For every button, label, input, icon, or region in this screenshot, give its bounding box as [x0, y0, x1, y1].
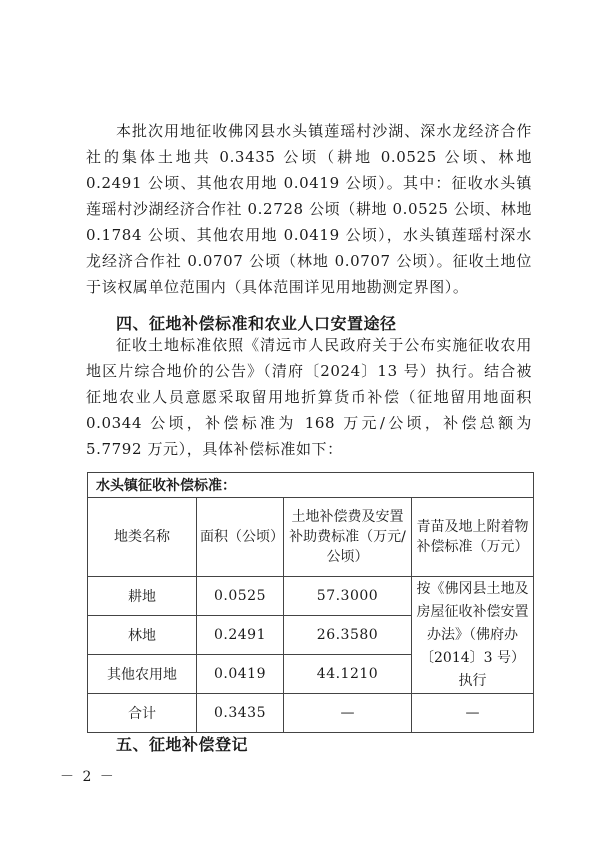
- crops-compensation-note: 按《佛冈县土地及房屋征收补偿安置办法》（佛府办〔2014〕3 号）执行: [412, 577, 534, 694]
- section-5-heading: 五、征地补偿登记: [116, 735, 249, 754]
- header-crops-compensation: 青苗及地上附着物补偿标准（万元）: [412, 498, 534, 577]
- compensation-basis-paragraph: 征收土地标准依照《清远市人民政府关于公布实施征收农用地区片综合地价的公告》（清府〔2024〕13 号）执行。结合被征地农业人员意愿采取留用地折算货币补偿（征地留用地面积 0.0344 公顷，补偿标准为 168 万元/公顷，补偿总额为 5.7792 万元），具体补偿标准如下：: [86, 336, 532, 458]
- table-total-row: [88, 694, 534, 733]
- section-4-heading: 四、征地补偿标准和农业人口安置途径: [116, 314, 397, 333]
- land-acquisition-paragraph: 本批次用地征收佛冈县水头镇莲瑶村沙湖、深水龙经济合作社的集体土地共 0.3435 公顷（耕地 0.0525 公顷、林地 0.2491 公顷、其他农用地 0.0419 公顷）。其中：征收水头镇莲瑶村沙湖经济合作社 0.2728 公顷（耕地 0.0525 公顷、林地 0.1784 公顷、其他农用地 0.0419 公顷），水头镇莲瑶村深水龙经济合作社 0.0707 公顷（林地 0.0707 公顷）。征收土地位于该权属单位范围内（具体范围详见用地勘测定界图）。: [86, 122, 532, 296]
- row-area: 0.0525: [197, 577, 284, 616]
- header-compensation: 土地补偿费及安置补助费标准（万元/公顷）: [284, 498, 412, 577]
- row-land-type: 林地: [88, 616, 197, 655]
- row-land-type: 耕地: [88, 577, 197, 616]
- row-land-type: 其他农用地: [88, 655, 197, 694]
- page-number: － 2 －: [60, 769, 116, 785]
- table-caption: 水头镇征收补偿标准：: [88, 473, 534, 498]
- row-area: 0.2491: [197, 616, 284, 655]
- row-compensation: 57.3000: [284, 577, 412, 616]
- total-crops: —: [412, 694, 534, 733]
- header-land-type: 地类名称: [88, 498, 197, 577]
- table-row: [88, 577, 534, 616]
- header-area: 面积（公顷）: [197, 498, 284, 577]
- total-area: 0.3435: [197, 694, 284, 733]
- compensation-standard-table: [87, 472, 534, 733]
- total-compensation: —: [284, 694, 412, 733]
- row-compensation: 44.1210: [284, 655, 412, 694]
- row-compensation: 26.3580: [284, 616, 412, 655]
- total-label: 合计: [88, 694, 197, 733]
- row-area: 0.0419: [197, 655, 284, 694]
